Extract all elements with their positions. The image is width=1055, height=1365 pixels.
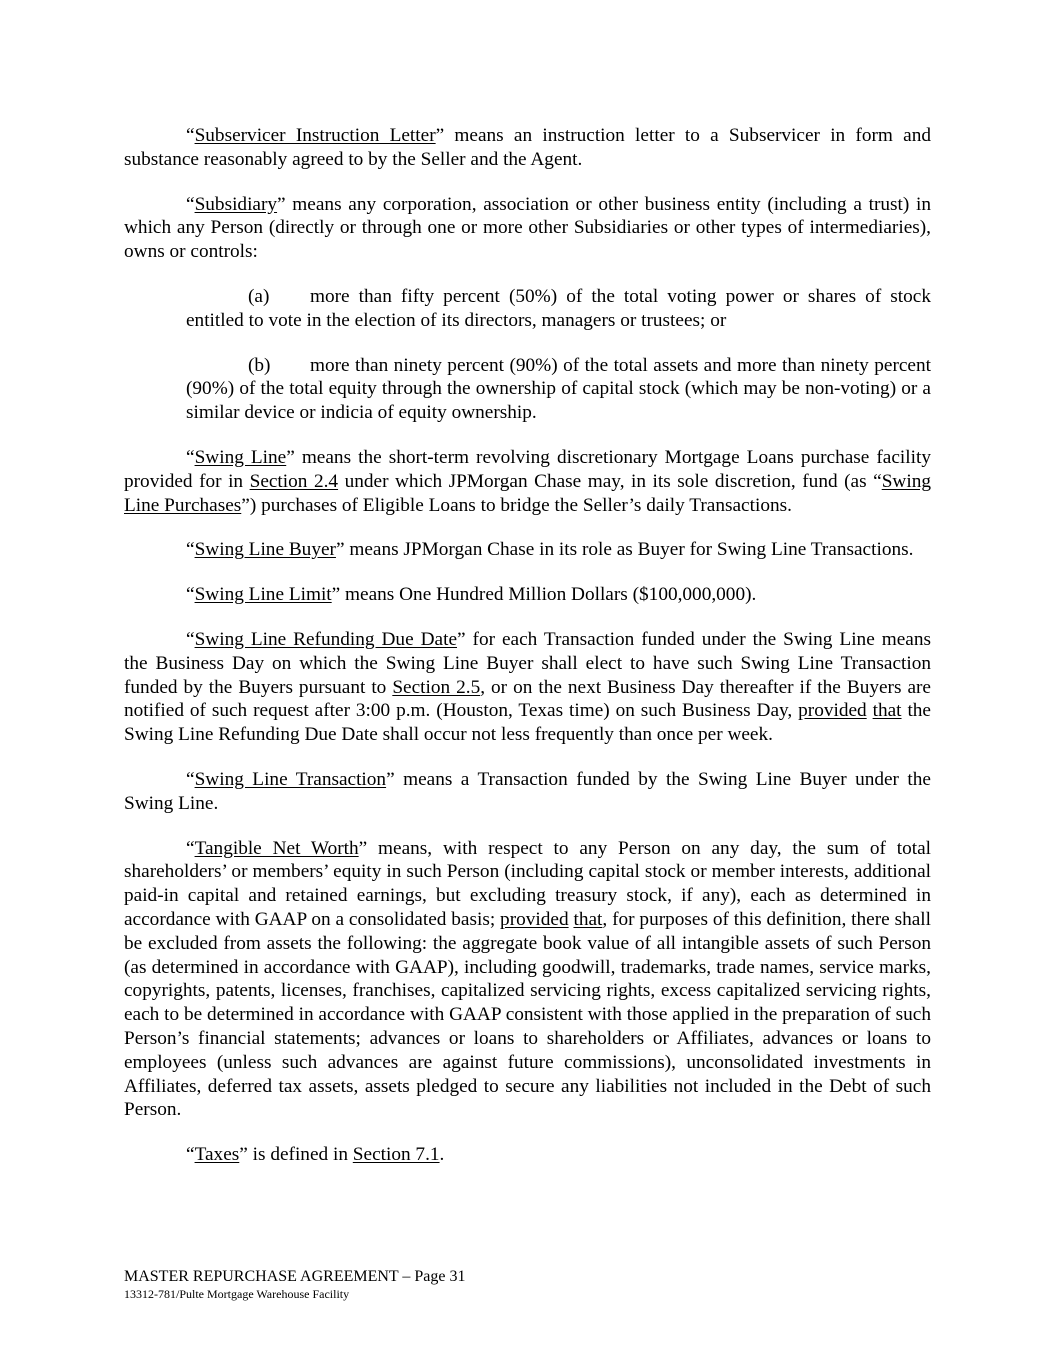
definition-subservicer-instruction-letter: “Subservicer Instruction Letter” means an instruction letter to a Subservicer in form and substance reasonably agreed to by the Seller and the Agent. (124, 125, 931, 170)
defined-term: Taxes (194, 1144, 240, 1166)
footer-document-id: 13312-781/Pulte Mortgage Warehouse Facility (124, 1287, 350, 1301)
definition-swing-line-buyer: “Swing Line Buyer” means JPMorgan Chase in its role as Buyer for Swing Line Transactions. (186, 539, 914, 561)
definition-subsidiary: “Subsidiary” means any corporation, association or other business entity (including a trust) in which any Person (directly or through one or more other Subsidiaries or other types of intermediaries), owns or controls: (124, 193, 931, 263)
page-footer (124, 1267, 931, 1302)
definition-swing-line-refunding-due-date: “Swing Line Refunding Due Date” for each Transaction funded under the Swing Line means the Business Day on which the Swing Line Buyer shall elect to have such Swing Line Transaction funded by the Buyers pursuant to Section 2.5, or on the next Business Day thereafter if the Buyers are notified of such request after 3:00 p.m. (Houston, Texas time) on such Business Day, provided that the Swing Line Refunding Due Date shall occur not less frequently than once per week. (124, 628, 931, 746)
defined-term: Swing Line Transaction (194, 768, 387, 790)
clause-label: (a) (248, 285, 270, 307)
that-word: that (573, 908, 603, 930)
definition-tangible-net-worth: “Tangible Net Worth” means, with respect to any Person on any day, the sum of total shareholders’ or members’ equity in such Person (including capital stock or member interests, additional paid-in capital and retained earnings, but excluding treasury stock, if any), each as determined in accordance with GAAP on a consolidated basis; provided that, for purposes of this definition, there shall be excluded from assets the following: the aggregate book value of all intangible assets of such Person (as determined in accordance with GAAP), including goodwill, trademarks, trade names, service marks, copyrights, patents, licenses, franchises, capitalized servicing rights, excess capitalized servicing rights, each to be determined in accordance with GAAP consistent with those applied in the preparation of such Person’s financial statements; advances or loans to shareholders or Affiliates, advances or loans to employees (unless such advances are against future commissions), unconsolidated investments in Affiliates, deferred tax assets, assets pledged to secure any liabilities not included in the Debt of such Person. (124, 837, 931, 1121)
subsidiary-clause-a (186, 285, 931, 333)
clause-text: more than fifty percent (50%) of the total voting power or shares of stock entitled to vote in the election of its directors, managers or trustees; or (186, 285, 931, 331)
provided-word: provided (798, 700, 867, 722)
defined-term: Swing Line Refunding Due Date (194, 628, 457, 650)
subsidiary-clause-b (186, 354, 931, 425)
section-reference: Section 2.5 (392, 676, 481, 698)
defined-term: Swing Line Buyer (194, 539, 336, 561)
clause-label: (b) (248, 354, 271, 376)
definition-swing-line-limit: “Swing Line Limit” means One Hundred Million Dollars ($100,000,000). (186, 584, 757, 606)
that-word: that (872, 700, 902, 722)
defined-term: Subsidiary (194, 193, 278, 215)
section-reference: Section 7.1 (352, 1144, 440, 1166)
definition-swing-line: “Swing Line” means the short-term revolving discretionary Mortgage Loans purchase facility provided for in Section 2.4 under which JPMorgan Chase may, in its sole discretion, fund (as “Swing Line Purchases”) purchases of Eligible Loans to bridge the Seller’s daily Transactions. (124, 446, 931, 516)
provided-word: provided (500, 908, 569, 930)
section-reference: Section 2.4 (249, 470, 339, 492)
defined-term: Tangible Net Worth (194, 837, 359, 859)
defined-term: Swing Line (194, 446, 287, 468)
footer-title: MASTER REPURCHASE AGREEMENT – Page 31 (124, 1268, 466, 1285)
definition-taxes: “Taxes” is defined in Section 7.1. (186, 1144, 445, 1166)
document-body (124, 124, 931, 1188)
definition-swing-line-transaction: “Swing Line Transaction” means a Transaction funded by the Swing Line Buyer under the Swing Line. (124, 768, 931, 814)
clause-text: more than ninety percent (90%) of the total assets and more than ninety percent (90%) of the total equity through the ownership of capital stock (which may be non-voting) or a similar device or indicia of equity ownership. (186, 354, 931, 424)
defined-term: Subservicer Instruction Letter (194, 125, 436, 146)
defined-term: Swing Line Limit (194, 584, 332, 606)
defined-term: Swing Line Purchases (124, 470, 931, 516)
